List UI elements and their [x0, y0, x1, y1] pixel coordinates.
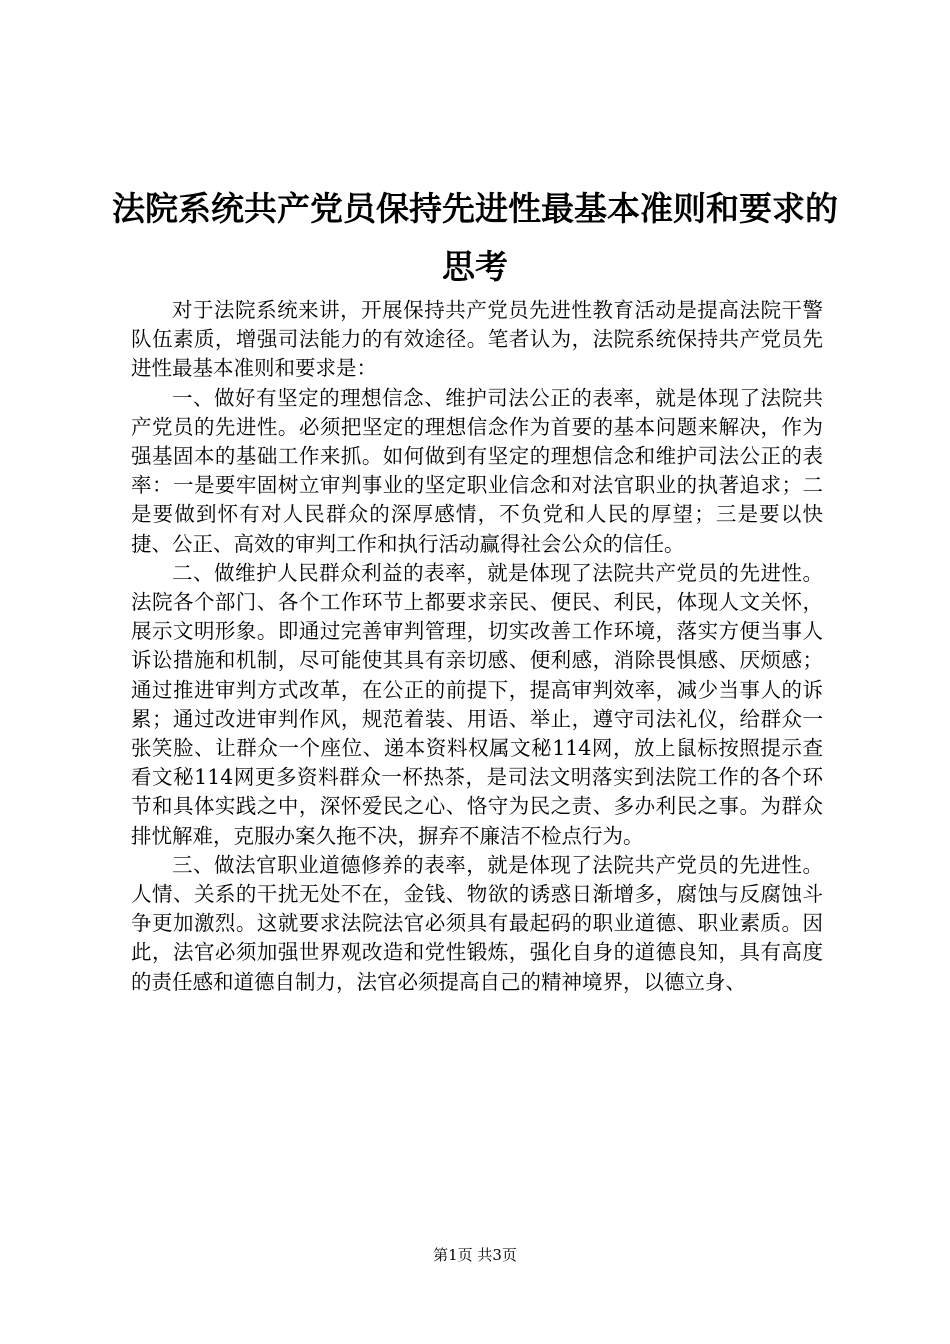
paragraph-intro: 对于法院系统来讲，开展保持共产党员先进性教育活动是提高法院干警队伍素质，增强司法能力的有效途径。笔者认为，法院系统保持共产党员先进性最基本准则和要求是：	[131, 298, 823, 381]
document-body	[131, 296, 823, 997]
paragraph-point-three: 三、做法官职业道德修养的表率，就是体现了法院共产党员的先进性。人情、关系的干扰无处不在，金钱、物欲的诱惑日渐增多，腐蚀与反腐蚀斗争更加激烈。这就要求法院法官必须具有最起码的职业道德、职业素质。因此，法官必须加强世界观改造和党性锻炼，强化自身的道德良知，具有高度的责任感和道德自制力，法官必须提高自己的精神境界，以德立身、	[131, 852, 823, 994]
document-title: 法院系统共产党员保持先进性最基本准则和要求的思考	[112, 189, 838, 286]
paragraph-point-one: 一、做好有坚定的理想信念、维护司法公正的表率，就是体现了法院共产党员的先进性。必须把坚定的理想信念作为首要的基本问题来解决，作为强基固本的基础工作来抓。如何做到有坚定的理想信念和维护司法公正的表率：一是要牢固树立审判事业的坚定职业信念和对法官职业的执著追求；二是要做到怀有对人民群众的深厚感情，不负党和人民的厚望；三是要以快捷、公正、高效的审判工作和执行活动赢得社会公众的信任。	[131, 385, 823, 556]
page-number-footer: 第1页 共3页	[433, 1246, 517, 1264]
paragraph-point-two: 二、做维护人民群众利益的表率，就是体现了法院共产党员的先进性。法院各个部门、各个工作环节上都要求亲民、便民、利民，体现人文关怀，展示文明形象。即通过完善审判管理，切实改善工作环境，落实方便当事人诉讼措施和机制，尽可能使其具有亲切感、便利感，消除畏惧感、厌烦感；通过推进审判方式改革，在公正的前提下，提高审判效率，减少当事人的诉累；通过改进审判作风，规范着装、用语、举止，遵守司法礼仪，给群众一张笑脸、让群众一个座位、递本资料权属文秘114网，放上鼠标按照提示查看文秘114网更多资料群众一杯热茶，是司法文明落实到法院工作的各个环节和具体实践之中，深怀爱民之心、恪守为民之责、多办利民之事。为群众排忧解难，克服办案久拖不决，摒弃不廉洁不检点行为。	[131, 560, 823, 848]
